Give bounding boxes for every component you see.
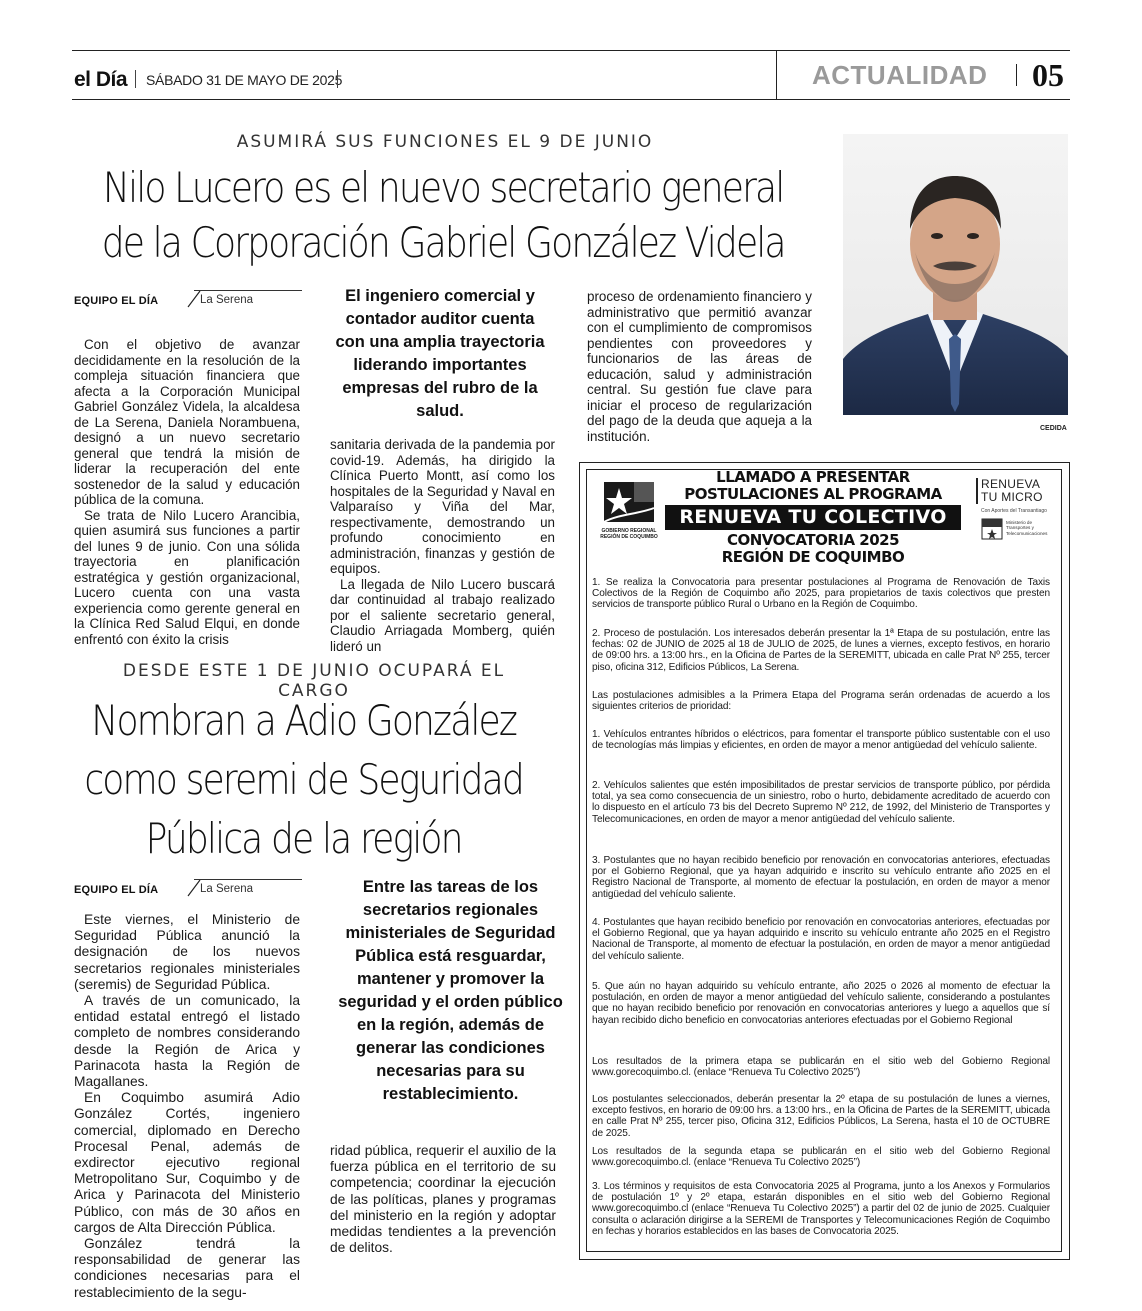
article2-column-1	[74, 912, 300, 1301]
article2-headline	[77, 691, 530, 868]
logo-sub: Con Aportes del Transantiago	[981, 508, 1047, 514]
ad-paragraph: 3. Postulantes que no hayan recibido beneficio por renovación en convocatorias anteriores, efectuadas por el Gobierno Regional, que ya hayan adquirido e inscrito su vehículo entrante año 2025 en el Registro Nacional de Transporte, al momento de efectuar la postulación, en orden de mayor a menor antigüedad del vehículo saliente.	[592, 855, 1050, 900]
ad-paragraph: Las postulaciones admisibles a la Primera Etapa del Programa serán ordenadas de acuerdo a los siguientes criterios de prioridad:	[592, 690, 1050, 713]
gobierno-regional-logo	[594, 478, 664, 550]
header-divider	[337, 70, 338, 88]
headline-line: como seremi de Seguridad	[84, 755, 523, 804]
header-bottom-rule	[72, 99, 1070, 100]
ad-paragraph: 2. Vehículos salientes que estén imposibilitados de prestar servicios de transporte público, por pérdida total, ya sea como consecuencia de un siniestro, robo o hurto, debidamente acreditado de acuerdo con lo dispuesto en el artículo 73 bis del Decreto Supremo Nº 212, de 1992, del Ministerio de Transportes y Telecomunicaciones, en orden de mayor a menor antigüedad del vehículo saliente.	[592, 780, 1050, 825]
paragraph: Este viernes, el Ministerio de Seguridad Pública anunció la designación de los nuevos secretarios regionales ministeriales (seremis) de Seguridad Pública.	[74, 912, 300, 992]
renueva-tu-micro-logo	[976, 478, 1058, 544]
article2-pull-quote: Entre las tareas de los secretarios regionales ministeriales de Seguridad Pública está resguardar, mantener y promover la seguridad y el orden público en la región, además de generar las condiciones necesarias para su restablecimiento.	[338, 878, 563, 1103]
masthead-logo: el Día	[74, 68, 128, 91]
ministry-shield-icon	[981, 518, 1003, 540]
ministry-text: Ministerio de Transportes y Telecomunicaciones	[1006, 520, 1048, 536]
portrait-image	[843, 134, 1068, 415]
article1-column-3	[587, 289, 812, 444]
ad-paragraph: 2. Proceso de postulación. Los interesados deberán presentar la 1ª Etapa de su postulación, entre las fechas: 02 de JUNIO de 2025 al 18 de JULIO de 2025, de lunes a viernes, excepto festivos, en horario de 09:00 hrs. a 13:00 hrs., en la Oficina de Partes de la SEREMITT, ubicada en calle Prat Nº 255, tercer piso, oficina 312, Edificios Públicos, La Serena.	[592, 628, 1050, 673]
ad-paragraph: Los resultados de la primera etapa se publicarán en el sitio web del Gobierno Regional www.gorecoquimbo.cl. (enlace “Renueva Tu Colectivo 2025”)	[592, 1056, 1050, 1079]
ad-paragraph: 3. Los términos y requisitos de esta Convocatoria 2025 al Programa, junto a los Anexos y Formularios de postulación 1º y 2º etapa, estarán disponibles en el sitio web del Gobierno Regional www.gorecoquimbo.cl (enlace “Renueva Tu Colectivo 2025”) a partir del 02 de junio de 2025. Cualquier consulta o aclaración dirigirse a la SEREMI de Transportes y Telecomunicaciones Región de Coquimbo en fechas y horarios establecidos en las bases de Convocatoria 2025.	[592, 1181, 1050, 1237]
paragraph: En Coquimbo asumirá Adio González Cortés, ingeniero comercial, diplomado en Derecho Procesal Penal, además de exdirector ejecutivo regional Metropolitano Sur, Coquimbo y de Arica y Parinacota del Ministerio Público, con más de 30 años en cargos de Alta Dirección Pública.	[74, 1090, 300, 1235]
left-logo-caption: GOBIERNO REGIONAL REGIÓN DE COQUIMBO	[600, 528, 658, 540]
headline-line: Nombran a Adio González	[91, 696, 516, 745]
section-name: ACTUALIDAD	[812, 60, 988, 90]
ad-paragraph: 1. Vehículos entrantes híbridos o eléctricos, para fomentar el transporte público sustentable con el uso de tecnologías más limpias y eficientes, en orden de mayor a menor antigüedad del vehículo saliente.	[592, 729, 1050, 752]
photo-credit: CEDIDA	[1040, 425, 1067, 432]
article1-pull-quote: El ingeniero comercial y contador auditor cuenta con una amplia trayectoria liderando importantes empresas del rubro de la salud.	[335, 287, 545, 420]
headline-line: Pública de la región	[145, 814, 462, 863]
header-top-rule	[72, 50, 1070, 51]
article2-column-2	[330, 1143, 556, 1256]
ad-title-line: REGIÓN DE COQUIMBO	[721, 548, 905, 566]
logo-bar	[976, 478, 978, 504]
article1-byline	[74, 290, 302, 312]
byline-city: La Serena	[200, 294, 254, 306]
byline-author: EQUIPO EL DÍA	[74, 884, 159, 896]
ad-paragraph: 1. Se realiza la Convocatoria para presentar postulaciones al Programa de Renovación de Taxis Colectivos de la Región de Coquimbo año 2025, para propietarios de taxis colectivos que presten servicios de transporte público Rural o Urbano en la Región de Coquimbo.	[592, 577, 1050, 611]
logo-line1: RENUEVA	[981, 477, 1041, 491]
paragraph: Con el objetivo de avanzar decididamente en la resolución de la compleja situación financiera que afecta a la Corporación Municipal Gabriel González Videla, la alcaldesa de La Serena, Daniela Norambuena, designó a un nuevo secretario general que tendrá la misión de liderar la recuperación del ente sostenedor de la salud y educación pública de la comuna.	[74, 337, 300, 507]
ad-title-line: CONVOCATORIA 2025	[726, 531, 900, 549]
page-number: 05	[1032, 57, 1064, 93]
ad-paragraph: Los resultados de la segunda etapa se publicarán en el sitio web del Gobierno Regional www.gorecoquimbo.cl. (enlace “Renueva Tu Colectivo 2025”)	[592, 1146, 1050, 1169]
article1-kicker: ASUMIRÁ SUS FUNCIONES EL 9 DE JUNIO	[236, 132, 654, 152]
article1-headline	[82, 160, 804, 270]
paragraph: Se trata de Nilo Lucero Arancibia, quien asumirá sus funciones a partir del lunes 9 de junio. Con una sólida trayectoria en planificación estratégica y gestión organizacional, Lucero cuenta con una vasta experiencia como gerente general en la Clínica Red Salud Elqui, en donde enfrentó con éxito la crisis	[74, 507, 300, 647]
dateline: SÁBADO 31 DE MAYO DE 2025	[146, 72, 343, 88]
byline-rule	[194, 879, 302, 880]
paragraph: sanitaria derivada de la pandemia por covid-19. Además, ha dirigido la Clínica Puerto Montt, así como los hospitales de la Seguridad y Naval en Valparaíso y Viña del Mar, respectivamente, demostrando un profundo conocimiento en administración, finanzas y gestión de equipos.	[330, 437, 555, 576]
ad-paragraph: 4. Postulantes que hayan recibido beneficio por renovación en convocatorias anteriores, efectuadas por el Gobierno Regional, que ya hayan adquirido e inscrito su vehículo entrante año 2025 en el Registro Nacional de Transporte, al momento de efectuar la postulación, en orden de mayor a menor antigüedad del vehículo saliente.	[592, 917, 1050, 962]
ad-title-line: LLAMADO A PRESENTAR	[716, 468, 910, 486]
header-divider	[1016, 64, 1017, 86]
portrait-photo	[843, 134, 1068, 415]
paragraph: La llegada de Nilo Lucero buscará dar continuidad al trabajo realizado por el saliente secretario general, Claudio Arriagada Momberg, quién lideró un	[330, 576, 555, 654]
paragraph: proceso de ordenamiento financiero y administrativo que permitió avanzar con el cumplimiento de compromisos pendientes con proveedores y funcionarios de las áreas de educación, salud y administración central. Su gestión fue clave para iniciar el proceso de regularización del pago de la deuda que aqueja a la institución.	[587, 289, 812, 444]
paragraph: A través de un comunicado, la entidad estatal entregó el listado completo de nombres considerando desde la Región de Arica y Parinacota hasta la Región de Magallanes.	[74, 993, 300, 1090]
article1-column-2	[330, 437, 555, 654]
headline-line: de la Corporación Gabriel González Videla	[101, 218, 785, 267]
headline-line: Nilo Lucero es el nuevo secretario general	[102, 163, 784, 212]
header-divider	[776, 50, 777, 100]
article2-byline	[74, 879, 302, 901]
logo-line2: TU MICRO	[981, 490, 1043, 504]
ad-paragraph: 5. Que aún no hayan adquirido su vehículo entrante, año 2025 o 2026 al momento de efectuar la postulación, en orden de mayor a menor antigüedad del vehículo saliente, considerando a postulantes que no hayan recibido beneficio por renovación en convocatorias anteriores y luego a aquellos que sí hayan recibido dicho beneficio en convocatorias anteriores efectuadas por el Gobierno Regional	[592, 981, 1050, 1026]
paragraph: ridad pública, requerir el auxilio de la fuerza pública en el territorio de su competencia; coordinar la ejecución de las políticas, planes y programas del ministerio en la región y adoptar medidas tendientes a la prevención de delitos.	[330, 1143, 556, 1256]
article1-column-1	[74, 337, 300, 647]
ad-title-line: POSTULACIONES AL PROGRAMA	[684, 485, 942, 503]
ad-paragraph: Los postulantes seleccionados, deberán presentar la 2º etapa de su postulación de lunes a viernes, excepto festivos, en horario de 09:00 hrs. a 13:00 hrs., en la Oficina de Partes de la SEREMITT, ubicada en calle Prat Nº 255, tercer piso, Oficina 312, Edificios Públicos, La Serena, hasta el 10 de OCTUBRE de 2025.	[592, 1094, 1050, 1139]
star-logo-icon	[594, 478, 664, 526]
article2-kicker: DESDE ESTE 1 DE JUNIO OCUPARÁ EL CARGO	[122, 661, 506, 701]
header-divider	[135, 70, 136, 88]
paragraph: González tendrá la responsabilidad de generar las condiciones necesarias para el restablecimiento de la segu-	[74, 1236, 300, 1300]
byline-rule	[194, 290, 302, 291]
byline-city: La Serena	[200, 883, 254, 895]
byline-author: EQUIPO EL DÍA	[74, 295, 159, 307]
ad-banner: RENUEVA TU COLECTIVO	[665, 505, 961, 530]
